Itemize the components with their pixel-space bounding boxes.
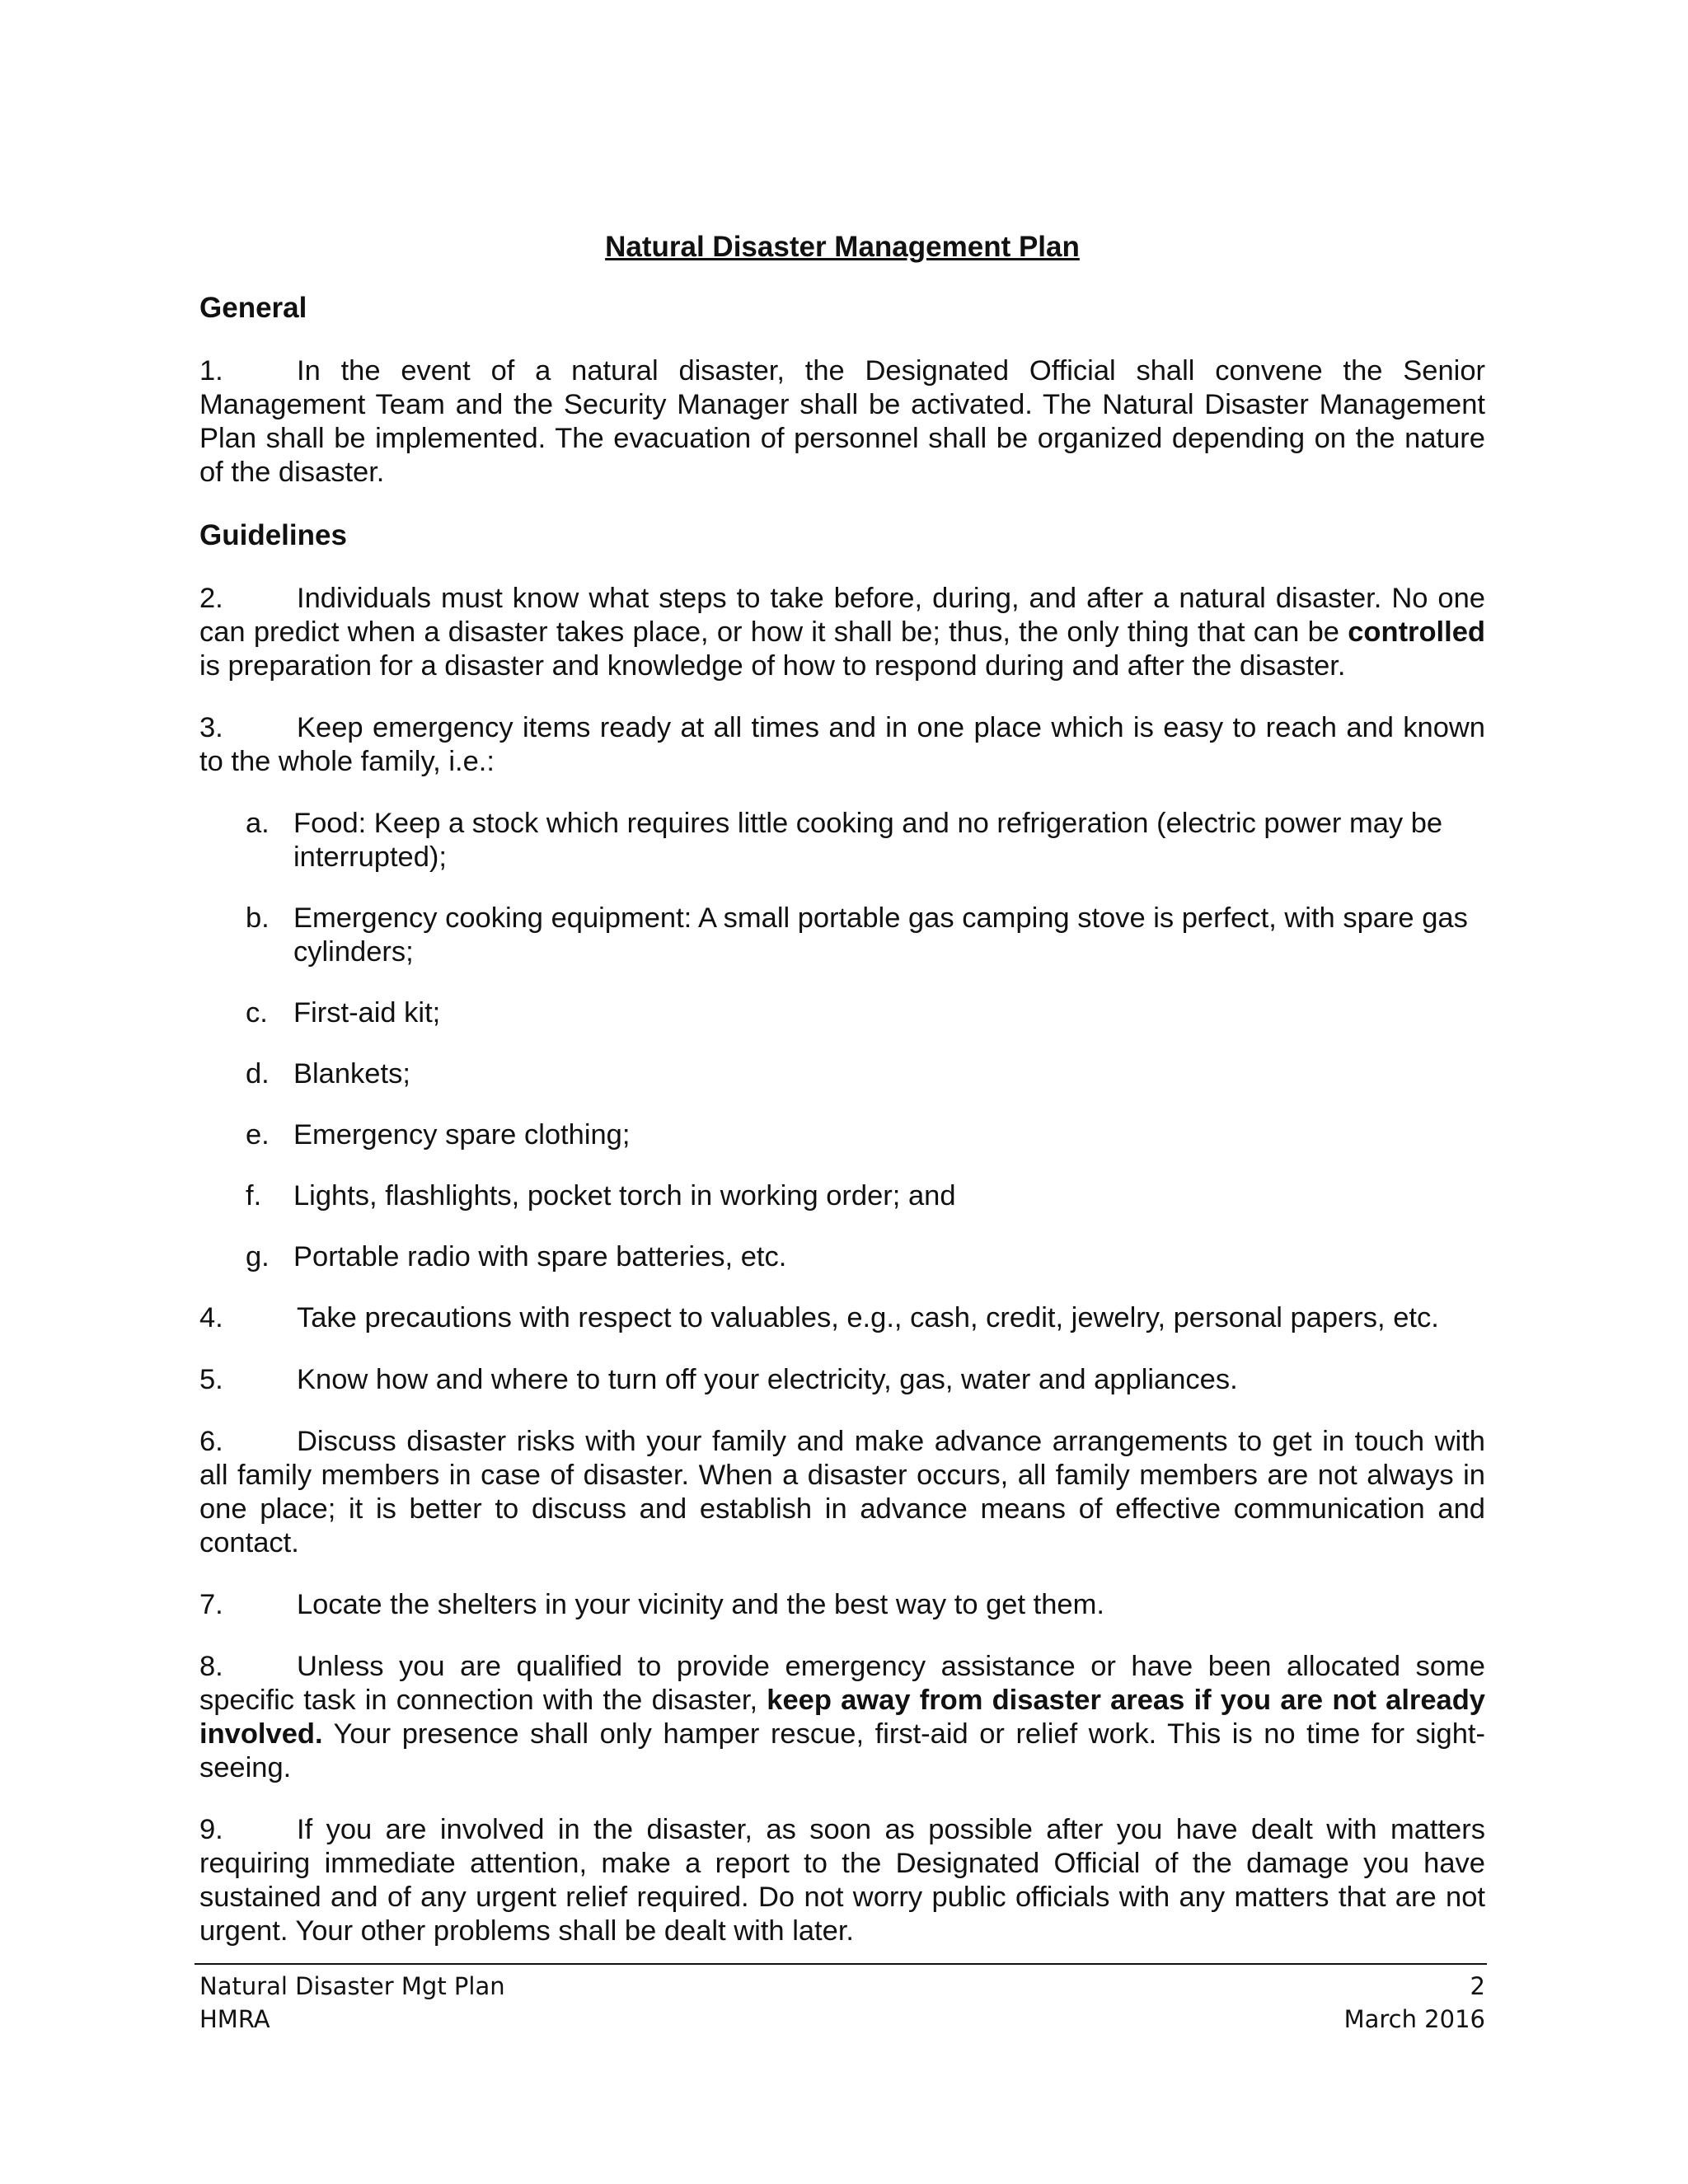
- paragraph-6: [199, 1425, 1485, 1560]
- footer-divider: [195, 1963, 1487, 1965]
- document-body: [199, 229, 1485, 1976]
- paragraph-text: Take precautions with respect to valuables, e.g., cash, credit, jewelry, personal papers, etc.: [297, 1302, 1439, 1333]
- paragraph-8: [199, 1650, 1485, 1785]
- list-item-text: Portable radio with spare batteries, etc.: [293, 1241, 787, 1272]
- paragraph-4: [199, 1301, 1485, 1335]
- list-item: [199, 1057, 1485, 1091]
- footer-org: HMRA: [199, 2005, 270, 2033]
- bold-text: keep away from disaster areas if you are not already involved.: [199, 1685, 1485, 1750]
- list-item-text: First-aid kit;: [293, 997, 441, 1029]
- paragraph-5: [199, 1363, 1485, 1397]
- list-item-text: Emergency spare clothing;: [293, 1119, 631, 1151]
- list-item-text: Food: Keep a stock which requires little cooking and no refrigeration (electric power may be interrupted);: [293, 808, 1443, 873]
- paragraph-number: 5.: [199, 1364, 223, 1395]
- footer-doc-name: Natural Disaster Mgt Plan: [199, 1972, 505, 2000]
- bold-text: controlled: [1348, 616, 1485, 648]
- paragraph-number: 7.: [199, 1589, 223, 1620]
- list-item: [199, 1240, 1485, 1274]
- paragraph-number: 6.: [199, 1426, 223, 1457]
- list-letter: c.: [246, 997, 268, 1029]
- paragraph-number: 8.: [199, 1651, 223, 1682]
- paragraph-text: Know how and where to turn off your electricity, gas, water and appliances.: [297, 1364, 1238, 1395]
- paragraph-number: 3.: [199, 712, 223, 743]
- section-heading-guidelines: Guidelines: [199, 519, 347, 551]
- paragraph-text: Discuss disaster risks with your family and make advance arrangements to get in touch with all family members in case of disaster. When a disaster occurs, all family members are not always in one place; it is better to discuss and establish in advance means of effective communication and contact.: [199, 1426, 1485, 1558]
- paragraph-text: Individuals must know what steps to take before, during, and after a natural disaster. No one can predict when a disaster takes place, or how it shall be; thus, the only thing that can be: [199, 583, 1485, 648]
- paragraph-text: In the event of a natural disaster, the Designated Official shall convene the Senior Management Team and the Security Manager shall be activated. The Natural Disaster Management Plan shall be implemented. The evacuation of personnel shall be organized depending on the nature of the disaster.: [199, 355, 1485, 488]
- list-item: [199, 1118, 1485, 1152]
- list-letter: e.: [246, 1119, 270, 1151]
- paragraph-text: Your presence shall only hamper rescue, first-aid or relief work. This is no time for sight-seeing.: [199, 1718, 1485, 1783]
- paragraph-text: is preparation for a disaster and knowledge of how to respond during and after the disaster.: [199, 650, 1346, 682]
- list-letter: g.: [246, 1241, 270, 1272]
- paragraph-text: Locate the shelters in your vicinity and the best way to get them.: [297, 1589, 1104, 1620]
- paragraph-number: 1.: [199, 355, 223, 387]
- paragraph-number: 2.: [199, 583, 223, 614]
- list-item-text: Lights, flashlights, pocket torch in working order; and: [293, 1180, 956, 1212]
- list-letter: d.: [246, 1058, 270, 1090]
- paragraph-number: 9.: [199, 1814, 223, 1845]
- paragraph-7: [199, 1588, 1485, 1622]
- paragraph-number: 4.: [199, 1302, 223, 1333]
- paragraph-text: Keep emergency items ready at all times and in one place which is easy to reach and known to the whole family, i.e.:: [199, 712, 1485, 777]
- list-letter: f.: [246, 1180, 262, 1212]
- list-item: [199, 807, 1485, 874]
- paragraph-1: [199, 354, 1485, 490]
- list-item-text: Blankets;: [293, 1058, 410, 1090]
- paragraph-text: Unless you are qualified to provide emergency assistance or have been allocated some specific task in connection with the disaster,: [199, 1651, 1485, 1716]
- paragraph-9: [199, 1813, 1485, 1948]
- paragraph-2: [199, 582, 1485, 683]
- list-item-text: Emergency cooking equipment: A small portable gas camping stove is perfect, with spare gas cylinders;: [293, 902, 1468, 968]
- paragraph-text: If you are involved in the disaster, as soon as possible after you have dealt with matters requiring immediate attention, make a report to the Designated Official of the damage you have sustained and of any urgent relief required. Do not worry public officials with any matters that are not urgent. Your other problems shall be dealt with later.: [199, 1814, 1485, 1947]
- list-item: [199, 902, 1485, 969]
- paragraph-3: [199, 711, 1485, 779]
- footer-date: March 2016: [1343, 2005, 1485, 2033]
- page-number: 2: [1470, 1972, 1485, 2000]
- section-heading-general: General: [199, 292, 307, 324]
- list-item: [199, 996, 1485, 1030]
- emergency-items-list: [199, 807, 1485, 1274]
- list-letter: a.: [246, 808, 270, 839]
- document-title: Natural Disaster Management Plan: [605, 231, 1080, 263]
- list-letter: b.: [246, 902, 270, 934]
- list-item: [199, 1179, 1485, 1213]
